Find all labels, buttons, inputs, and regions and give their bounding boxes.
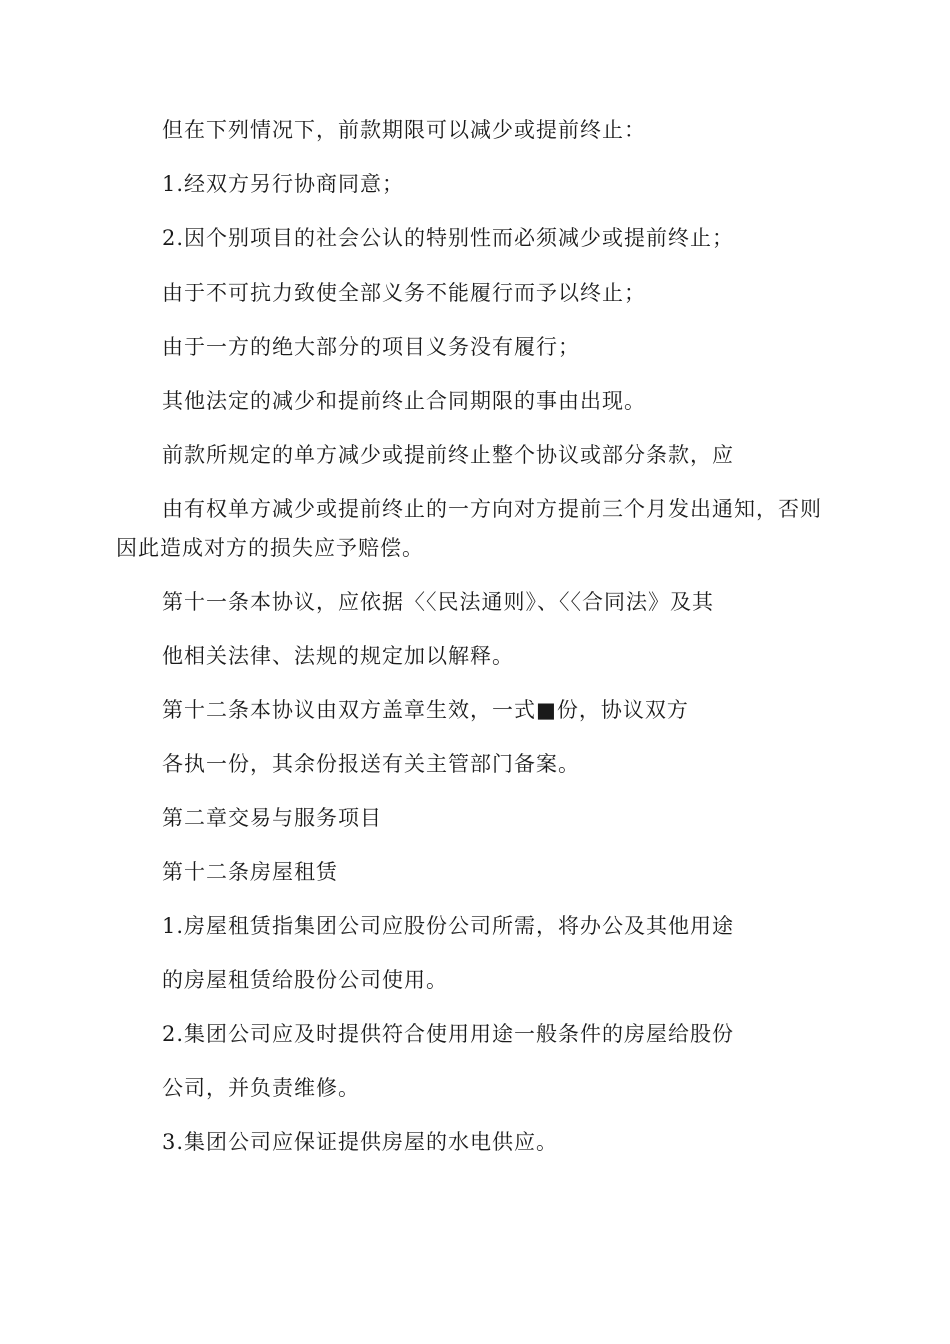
paragraph-line: 第十一条本协议，应依据〈〈民法通则》、〈〈合同法》及其	[162, 590, 714, 614]
paragraph-line: 由有权单方减少或提前终止的一方向对方提前三个月发出通知，否则	[162, 497, 822, 521]
paragraph-line: 3.集团公司应保证提供房屋的水电供应。	[162, 1130, 559, 1154]
paragraph-line: 因此造成对方的损失应予赔偿。	[116, 536, 424, 560]
paragraph-line: 其他法定的减少和提前终止合同期限的事由出现。	[162, 389, 646, 413]
paragraph-line: 的房屋租赁给股份公司使用。	[162, 968, 448, 992]
paragraph-line: 前款所规定的单方减少或提前终止整个协议或部分条款，应	[162, 443, 734, 467]
paragraph-line: 第十二条本协议由双方盖章生效，一式■份，协议双方	[162, 698, 689, 722]
paragraph-line: 1.房屋租赁指集团公司应股份公司所需，将办公及其他用途	[162, 914, 735, 938]
paragraph-line: 2.因个别项目的社会公认的特别性而必须减少或提前终止；	[162, 226, 735, 250]
paragraph-line: 2.集团公司应及时提供符合使用用途一般条件的房屋给股份	[162, 1022, 735, 1046]
paragraph-line: 但在下列情况下，前款期限可以减少或提前终止：	[162, 118, 646, 142]
paragraph-line: 公司，并负责维修。	[162, 1076, 360, 1100]
paragraph-line: 由于一方的绝大部分的项目义务没有履行；	[162, 335, 580, 359]
article-heading: 第十二条房屋租赁	[162, 860, 338, 884]
paragraph-line: 他相关法律、法规的规定加以解释。	[162, 644, 514, 668]
chapter-heading: 第二章交易与服务项目	[162, 806, 382, 830]
paragraph-line: 由于不可抗力致使全部义务不能履行而予以终止；	[162, 281, 646, 305]
paragraph-line: 各执一份，其余份报送有关主管部门备案。	[162, 752, 580, 776]
paragraph-line: 1.经双方另行协商同意；	[162, 172, 405, 196]
